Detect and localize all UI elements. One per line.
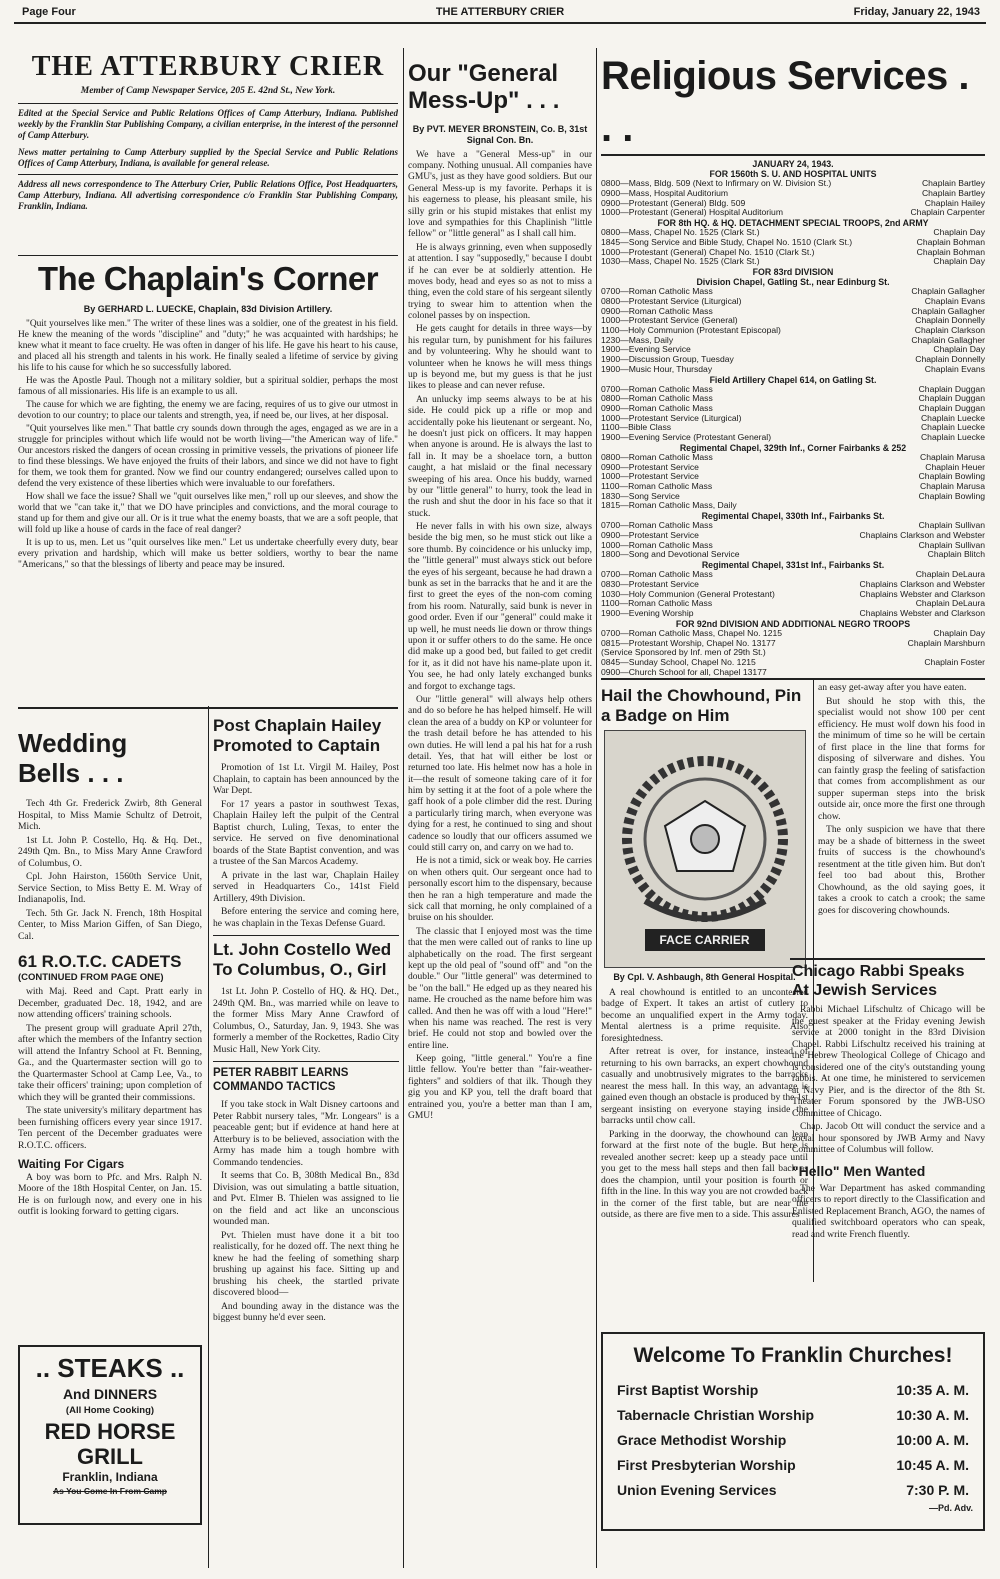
church-row: Grace Methodist Worship 10:00 A. M. — [617, 1432, 969, 1448]
service-chaplain: Chaplains Webster and Clarkson — [859, 589, 985, 599]
service-chaplain: Chaplain DeLaura — [915, 599, 985, 609]
news-matter-text: News matter pertaining to Camp Atterbury supplied by the Special Service and Public Relations Offices of Camp Atterbury, Indiana, is available for general release. — [18, 146, 398, 168]
services-section-heading: Regimental Chapel, 329th Inf., Corner Fairbanks & 252 — [679, 442, 907, 453]
rabbi-paragraph: Rabbi Michael Lifschultz of Chicago will be the guest speaker at the Friday evening Jewish service at 2000 tonight in the 83rd Division Chapel. Rabbi Lifschultz received his training at the Hebrew Theological College of Chicago and is considered one of the city's outstanding young rabbis. At one time, he ministered to servicemen at Navy Pier, and is the director of the 8th St. Theater Forum sponsored by the JWB-USO Committee of Chicago. — [792, 1004, 985, 1119]
come-in-line: As You Come In From Camp — [53, 1486, 167, 1496]
red-horse-line: RED HORSE — [44, 1419, 176, 1444]
service-row — [601, 492, 985, 502]
service-row — [601, 355, 985, 365]
steaks-ad — [18, 1345, 202, 1525]
chowhound-continuation: The only suspicion we have that there may be a shade of bitterness in the sweet fruits of success is the chowhound's resentment at the title given him. But don't feel too bad about this, Brother Chowhound, as the old saying goes, it takes a crook to catch a crook; the same goes for discovering chowhounds. — [818, 824, 985, 916]
service-time-description: 0800—Mass, Chapel No. 1525 (Clark St.) — [601, 228, 760, 238]
service-time-description: 0900—Roman Catholic Mass — [601, 306, 713, 316]
messup-paragraph: Our "little general" will always help others and do so before he has helped himself. He will clean the area of a buddy on KP or volunteer for the trash detail before he has attended to his own duties. He will lend a pal his hat for a rush detail. Yes, that hat will either be lost or returned too late. His helmet now has a hole in it—the result of someone taking care of it for him by setting it at the foot of a pole where the gaff hook of a pole climber did the rest. During a particularly tiring march, when everyone was dying for a rest, he continued to sing and shout cadence so loudly that our officers assumed we could still carry on, and carry on we had to. — [408, 694, 592, 854]
rotc-title: 61 R.O.T.C. CADETS — [18, 952, 182, 971]
service-chaplain: Chaplain Foster — [924, 657, 985, 667]
service-time-description: 1230—Mass, Daily — [601, 335, 674, 345]
service-chaplain: Chaplain Sullivan — [918, 540, 985, 550]
service-row — [601, 414, 985, 424]
chaplain-paragraph: The cause for which we are fighting, the enemy we are facing, requires of us to give our utmost in devotion to our country; to place our talents and strength, yea, if need be, our lives, at her disposal. — [18, 399, 398, 421]
service-chaplain: Chaplain Clarkson — [914, 325, 985, 335]
chaplains-corner-title: The Chaplain's Corner — [18, 255, 398, 302]
service-time-description: 0700—Roman Catholic Mass — [601, 521, 713, 531]
rabbit-title: PETER RABBIT LEARNS COMMANDO TACTICS — [213, 1067, 349, 1093]
service-row — [601, 541, 985, 551]
service-chaplain: Chaplain Donnelly — [915, 316, 985, 326]
service-chaplain: Chaplain Day — [933, 257, 985, 267]
service-time-description: 0700—Roman Catholic Mass, Chapel No. 1215 — [601, 628, 783, 638]
service-time-description: (Service Sponsored by Inf. men of 29th St.) — [601, 648, 766, 658]
service-chaplain: Chaplain Bartley — [921, 179, 985, 189]
page-label: Page Four — [22, 6, 76, 18]
service-time-description: 0900—Roman Catholic Mass — [601, 404, 713, 414]
left-column — [18, 712, 202, 1340]
church-list — [603, 1374, 983, 1503]
service-row — [601, 316, 985, 326]
wedding-item: 1st Lt. John P. Costello, Hq. & Hq. Det., 249th Qm. Bn., to Miss Mary Anne Crawford of Columbus, O. — [18, 834, 202, 869]
service-chaplain: Chaplain Evans — [924, 364, 985, 374]
member-line: Member of Camp Newspaper Service, 205 E. 42nd St., New York. — [80, 86, 336, 96]
wedding-item: Tech 4th Gr. Frederick Zwirb, 8th General Hospital, to Miss Mamie Schultz of Detroit, Mich. — [18, 798, 202, 832]
messup-paragraph: We have a "General Mess-up" in our company. Nothing unusual. All companies have GMU's, just as they have good soldiers. But our General Mess-up is my favorite. Perhaps it is his eagerness to please, his pleasant smile, his silly grin or his stupid mistakes that enlist my love and sympathies for this Chaplinish "little fellow" or "little general" as I shall call him. — [408, 149, 592, 240]
chowhound-paragraph: After retreat is over, for instance, instead of returning to his own barracks, an expert chowhound casually and unobtrusively migrates to the barracks nearest the mess hall. In this way, an advantage is gained even though an obstacle is produced by the 1st sergeant insisting on everyone staying inside the barracks until chow call. — [601, 1046, 808, 1127]
paid-adv-label: —Pd. Adv. — [928, 1503, 973, 1513]
service-time-description: 0900—Protestant Service — [601, 530, 699, 540]
service-row — [601, 453, 985, 463]
messup-paragraph: An unlucky imp seems always to be at his side. He could pick up a rifle or mop and accidentally poke his lieutenant or sergeant. No, he doesn't just pick on officers. It may happen when anyone is around. He is always the last to fall in. It may be a shoelace torn, a button caught, a hat mislaid or the final necessary sweeping of his area. Once his buddy, warned by our "little general" to hurry, took the lead in the rush and shut the door in his face so that it stuck. — [408, 394, 592, 519]
service-time-description: 0800—Protestant Service (Liturgical) — [601, 296, 742, 306]
service-row — [601, 228, 985, 238]
service-row — [601, 648, 985, 658]
church-row: First Baptist Worship 10:35 A. M. — [617, 1382, 969, 1398]
rabbit-paragraph: Pvt. Thielen must have done it a bit too realistically, for he dozed off. The next thing he knew he had the feeling of something sharp brushing up against his face. Sitting up and brushing his cheek, the startled private discovered blood— — [213, 1229, 399, 1298]
service-chaplain: Chaplain Gallagher — [911, 306, 985, 316]
service-row — [601, 307, 985, 317]
service-chaplain: Chaplain Bohman — [916, 247, 985, 257]
service-row — [601, 482, 985, 492]
service-time-description: 0700—Roman Catholic Mass — [601, 570, 713, 580]
service-row — [601, 658, 985, 668]
hailey-paragraph: Promotion of 1st Lt. Virgil M. Hailey, Post Chaplain, to captain has been announced by the War Dept. — [213, 762, 399, 796]
service-row — [601, 189, 985, 199]
dinners-line: And DINNERS — [62, 1386, 158, 1402]
service-row — [601, 326, 985, 336]
service-row — [601, 570, 985, 580]
service-chaplain: Chaplain Bohman — [916, 237, 985, 247]
hailey-paragraph: For 17 years a pastor in southwest Texas, Chaplain Hailey left the pulpit of the Central Baptist church, Luling, Texas, to enter the service. He served on five denominational boards of the State Baptist convention, and was a trustee of the San Marcos Academy. — [213, 798, 399, 867]
franklin-line: Franklin, Indiana — [62, 1470, 158, 1484]
service-row — [601, 550, 985, 560]
service-row — [601, 404, 985, 414]
hello-paragraph: The War Department has asked commanding officers to report directly to the Classification and Enlisted Replacement Branch, AGO, the names of qualified switchboard operators who can speak, read and write French fluently. — [792, 1182, 985, 1240]
wedding-title-line2: Bells . . . — [18, 758, 124, 788]
wedding-item: Cpl. John Hairston, 1560th Service Unit, Service Section, to Miss Betty E. M. Wray of Indianapolis, Ind. — [18, 871, 202, 905]
nameplate — [18, 50, 398, 265]
services-section-heading: FOR 8th HQ. & HQ. DETACHMENT SPECIAL TROOPS, 2nd ARMY — [657, 218, 929, 229]
service-time-description: 0900—Protestant (General) Bldg. 509 — [601, 198, 746, 208]
service-row — [601, 463, 985, 473]
service-row — [601, 287, 985, 297]
services-section-heading: FOR 1560th S. U. AND HOSPITAL UNITS — [709, 169, 877, 180]
service-time-description: 1900—Evening Worship — [601, 609, 694, 618]
service-chaplain: Chaplain Duggan — [918, 404, 985, 414]
service-time-description: 1100—Bible Class — [601, 423, 672, 433]
religious-services — [601, 50, 985, 678]
chaplain-paragraph: He was the Apostle Paul. Though not a military soldier, but a spiritual soldier, perhaps the most famous of all missionaries. His life is an example to us all. — [18, 375, 398, 397]
address-text: Address all news correspondence to The Atterbury Crier, Public Relations Office, Post Headquarters, Camp Atterbury, Indiana. All advertising correspondence c/o Franklin Star Publishing Company, Franklin, Indiana. — [18, 179, 398, 211]
service-time-description: 0900—Church School for all, Chapel 13177 — [601, 667, 767, 677]
service-time-description: 1000—Protestant Service (General) — [601, 316, 738, 326]
service-row — [601, 590, 985, 600]
rotc-paragraph: The present group will graduate April 27th, after which the members of the Infantry section will attend the Infantry School at Ft. Benning, Ga., and the Quartermaster section will go to the Quartermaster School at Camp Lee, Va., to take their officers' training; upon completion of which they will be granted their commissions. — [18, 1022, 202, 1103]
service-time-description: 1800—Song and Devotional Service — [601, 550, 740, 560]
service-chaplain: Chaplain Luecke — [920, 433, 985, 443]
messup-paragraph: Keep going, "little general." You're a fine little fellow. You're better than "fair-weather-fighters" and soldiers of that ilk. Though they gig you and KP you, tell the draft board that entrained you, you're a better man than I am, GMU! — [408, 1054, 592, 1122]
rotc-paragraph: The state university's military department has been furnishing officers every year since 1917. Ten percent of the December graduates were R.O.T.C. officers. — [18, 1105, 202, 1151]
service-chaplain: Chaplain Evans — [924, 296, 985, 306]
chaplains-corner-article — [18, 255, 398, 708]
rabbi-and-hello-articles — [792, 962, 985, 1326]
service-row — [601, 472, 985, 482]
service-time-description: 1100—Roman Catholic Mass — [601, 482, 713, 492]
service-chaplain: Chaplains Webster and Clarkson — [859, 609, 985, 618]
service-chaplain: Chaplain Hailey — [924, 198, 985, 208]
chowhound-badge-image — [604, 730, 806, 968]
service-row — [601, 629, 985, 639]
service-chaplain: Chaplain Bowling — [918, 472, 985, 482]
hailey-paragraph: A private in the last war, Chaplain Hailey served in Headquarters Co., 141st Field Artillery, 49th Division. — [213, 869, 399, 904]
hailey-paragraph: Before entering the service and coming here, he was chaplain in the Texas Defense Guard. — [213, 906, 399, 929]
service-chaplain: Chaplain Bowling — [918, 491, 985, 501]
church-row: First Presbyterian Worship 10:45 A. M. — [617, 1457, 969, 1473]
service-time-description: 1845—Song Service and Bible Study, Chapel No. 1510 (Clark St.) — [601, 237, 853, 247]
running-title: THE ATTERBURY CRIER — [435, 6, 565, 18]
franklin-churches-ad — [601, 1332, 985, 1531]
service-chaplain: Chaplain Gallagher — [911, 287, 985, 297]
service-row — [601, 639, 985, 649]
service-time-description: 1000—Protestant (General) Chapel No. 1510 (Clark St.) — [601, 247, 815, 257]
chaplain-paragraph: How shall we face the issue? Shall we "quit ourselves like men," roll up our sleeves, and show the world that we "can take it," that we DO have principles and convictions, and the moral courage to stand up for them and give our all. Or is it true what the enemy boasts, that we are a soft people, that will fold up like a house of cards in the face of real danger? — [18, 491, 398, 535]
service-row — [601, 336, 985, 346]
service-time-description: 0700—Roman Catholic Mass — [601, 287, 713, 297]
service-row — [601, 179, 985, 189]
franklin-ad-title: Welcome To Franklin Churches! — [633, 1344, 953, 1367]
service-chaplain: Chaplains Clarkson and Webster — [859, 530, 985, 540]
service-row — [601, 385, 985, 395]
services-list — [601, 169, 985, 678]
service-row — [601, 208, 985, 218]
service-chaplain: Chaplain Bartley — [921, 188, 985, 198]
service-time-description: 1900—Evening Service — [601, 345, 691, 355]
costello-paragraph: 1st Lt. John P. Costello of HQ. & HQ. Det., 249th QM. Bn., was married while on leave to the former Miss Mary Anne Crawford of Columbus, O., Saturday, Jan. 9, 1943. She was formerly a member of the Rockettes, Radio City Music Hall, New York City. — [213, 986, 399, 1055]
service-time-description: 1000—Protestant Service (Liturgical) — [601, 413, 742, 423]
service-time-description: 1000—Protestant Service — [601, 472, 699, 482]
service-row — [601, 365, 985, 375]
badge-caption: FACE CARRIER — [659, 933, 750, 947]
service-time-description: 0900—Mass, Hospital Auditorium — [601, 188, 729, 198]
service-chaplain: Chaplain Carpenter — [910, 208, 985, 218]
service-row — [601, 297, 985, 307]
service-time-description: 1830—Song Service — [601, 491, 680, 501]
service-chaplain: Chaplain Day — [933, 345, 985, 355]
service-chaplain: Chaplains Clarkson and Webster — [859, 579, 985, 589]
cigars-paragraph: A boy was born to Pfc. and Mrs. Ralph N. Moore of the 18th Hospital Center, on Jan. 15. He is on furlough now, and every one in his outfit is looking forward to getting cigars. — [18, 1171, 202, 1218]
service-time-description: 0800—Roman Catholic Mass — [601, 394, 713, 404]
service-time-description: 1030—Mass, Chapel No. 1525 (Clark St.) — [601, 257, 760, 267]
service-row — [601, 531, 985, 541]
service-row — [601, 609, 985, 619]
messup-paragraph: He gets caught for details in three ways—by his regular turn, by punishment for his failures and by volunteering. Why he should want to volunteer when he knows he will mess things up is beyond me, but my guess is that he just likes to please and can never refuse. — [408, 324, 592, 392]
wedding-bells-title — [18, 728, 202, 788]
service-row — [601, 580, 985, 590]
service-time-description: 1000—Protestant (General) Hospital Auditorium — [601, 208, 783, 218]
service-chaplain: Chaplain Marusa — [920, 452, 985, 462]
service-chaplain: Chaplain Day — [933, 228, 985, 238]
service-row — [601, 433, 985, 443]
service-chaplain: Chaplain Marshburn — [907, 638, 985, 648]
service-row — [601, 345, 985, 355]
service-chaplain: Chaplain Gallagher — [911, 335, 985, 345]
church-row: Tabernacle Christian Worship 10:30 A. M. — [617, 1407, 969, 1423]
chaplain-paragraph: "Quit yourselves like men." That battle cry sounds down through the ages, engaged as we are in a struggle for principles without which life would not be worth living—"the American way of life." Our ancestors risked the dangers of ocean crossing in primitive vessels, the privations of pioneer life to find these blessings. We have enjoyed the fruits of their labors, and since we did not have to fight for them, we took them for granted. Now we find our country endangered; ourselves called upon to defend the very existence of these liberties which were invaluable to our forefathers. — [18, 423, 398, 489]
wedding-item: Tech. 5th Gr. Jack N. French, 18th Hospital Center, to Miss Marion Giffen, of San Diego, Cal. — [18, 907, 202, 942]
services-section-heading: Field Artillery Chapel 614, on Gatling St. — [709, 374, 877, 385]
rotc-paragraph: with Maj. Reed and Capt. Pratt early in December, graduated Dec. 18, 1942, and are now attending officers' training schools. — [18, 986, 202, 1021]
chowhound-byline: By Cpl. V. Ashbaugh, 8th General Hospital. — [613, 972, 796, 982]
service-row — [601, 394, 985, 404]
service-time-description: 1815—Roman Catholic Mass, Daily — [601, 501, 737, 511]
costello-title: Lt. John Costello Wed To Columbus, O., Girl — [213, 940, 392, 979]
general-messup-article — [408, 50, 592, 1568]
services-date: JANUARY 24, 1943. — [752, 159, 834, 169]
service-time-description: 0830—Protestant Service — [601, 579, 699, 589]
service-chaplain: Chaplain Day — [933, 628, 985, 638]
service-row — [601, 248, 985, 258]
service-time-description: 1900—Evening Service (Protestant General) — [601, 433, 772, 443]
grill-line: GRILL — [77, 1444, 143, 1469]
service-chaplain: Chaplain Marusa — [920, 482, 985, 492]
chaplain-body — [18, 319, 398, 571]
service-time-description: 0815—Protestant Worship, Chapel No. 13177 — [601, 638, 776, 648]
rabbit-paragraph: If you take stock in Walt Disney cartoons and Peter Rabbit nursery tales, "Mr. Longears" is a peaceable gent; but if evidence at hand here at Atterbury is to be believed, association with the Army has made him a tough hombre with Commando tendencies. — [213, 1099, 399, 1168]
services-section-heading: Division Chapel, Gatling St., near Edinburg St. — [696, 277, 890, 288]
service-chaplain: Chaplain Blitch — [927, 550, 985, 560]
rotc-continued: (CONTINUED FROM PAGE ONE) — [18, 972, 164, 983]
nameplate-title: THE ATTERBURY CRIER — [31, 51, 385, 82]
middle-left-column — [213, 712, 399, 1568]
chaplain-byline: By GERHARD L. LUECKE, Chaplain, 83d Division Artillery. — [83, 304, 333, 314]
services-section-heading: FOR 92nd DIVISION AND ADDITIONAL NEGRO TROOPS — [675, 618, 911, 629]
messup-paragraph: The classic that I enjoyed most was the time that the men were called out of ranks to line up alphabetically on the road. The first sergeant kept up the old peal of "sound off" and "on the double." Our "little general" was determined to be "on the ball." He edged up as they neared his name. He crouched as the name before him was called. And then he was off with a loud "Here!" when his name was reached. The rest is very brief. He could not stop and bowled over the entire line. — [408, 926, 592, 1051]
service-row — [601, 521, 985, 531]
cigars-title: Waiting For Cigars — [18, 1157, 125, 1172]
service-row — [601, 599, 985, 609]
service-time-description: 1000—Roman Catholic Mass — [601, 540, 713, 550]
services-section-heading: Regimental Chapel, 330th Inf., Fairbanks St. — [701, 511, 885, 522]
chowhound-continuation: But should he stop with this, the specialist would not show 100 per cent efficiency. He must wolf down his food in the minimum of time so he will be certain of first place in the line that forms for disposing of silverware and dishes. You can faintly grasp the feeling of satisfaction that comes from accomplishment as our supper superman steps into the brisk outside air, once more the first one through chow. — [818, 695, 985, 822]
service-row — [601, 501, 985, 511]
service-chaplain: Chaplain Donnelly — [915, 355, 985, 365]
rabbi-title: Chicago Rabbi Speaks At Jewish Services — [792, 963, 965, 999]
messup-paragraph: He never falls in with his own size, always beside the big men, so he must stick out like a sore thumb. By coincidence or his unlucky imp, the "little general" must always stick out before the eyes of his sergeant, because he had drawn a bunk as set in the barracks that he and it are the first to greet the eyes of the non-com coming from his room. Naturally, said bunk is never in good order. Even if our "general" could make it up well, he must needs lie down or throw things upon it or suffer others to do the same. He once did make up a good bed, but failed to get credit for it, as it did not have his name-plate upon it. You see, he had only lately exchanged bunks and forgot to exchange tags. — [408, 522, 592, 692]
chowhound-title: Hail the Chowhound, Pin a Badge on Him — [601, 686, 802, 725]
service-chaplain: Chaplain Heuer — [925, 462, 985, 472]
service-chaplain: Chaplain Sullivan — [918, 521, 985, 531]
services-section-heading: FOR 83rd DIVISION — [752, 266, 834, 277]
services-title: Religious Services . . . — [601, 50, 985, 156]
edited-at-text: Edited at the Special Service and Public Relations Offices of Camp Atterbury, Indiana. Published weekly by the Franklin Star Publishing Company, a civilian enterprise, in the interest of the personnel of Camp Atterbury. — [18, 108, 398, 140]
wedding-title-line1: Wedding — [18, 728, 128, 758]
service-chaplain: Chaplain DeLaura — [915, 570, 985, 580]
service-row — [601, 199, 985, 209]
steaks-line: .. STEAKS .. — [35, 1353, 185, 1383]
rabbi-paragraph: Chap. Jacob Ott will conduct the service and a social hour sponsored by JWB Army and Navy Committee of Columbus will follow. — [792, 1121, 985, 1155]
service-time-description: 0700—Roman Catholic Mass — [601, 384, 713, 394]
messup-title: Our "General Mess-Up" . . . — [408, 60, 560, 114]
hailey-title: Post Chaplain Hailey Promoted to Captain — [213, 716, 382, 755]
issue-date: Friday, January 22, 1943 — [853, 6, 980, 18]
service-chaplain: Chaplain Duggan — [918, 384, 985, 394]
service-row — [601, 238, 985, 248]
service-time-description: 1100—Holy Communion (Protestant Episcopal) — [601, 325, 781, 335]
service-time-description: 1900—Music Hour, Thursday — [601, 364, 713, 374]
rabbit-paragraph: And bounding away in the distance was the biggest bunny he'd ever seen. — [213, 1300, 399, 1323]
messup-paragraph: He is not a timid, sick or weak boy. He carries on when others quit. Our sergeant once had to personally escort him to the dispensary, because then he ran a high temperature and made the sick call that morning, he only complained of a bruise on his shoulder. — [408, 856, 592, 924]
chaplain-paragraph: It is up to us, men. Let us "quit ourselves like men." Let us undertake cheerfully every duty, bear every privation and hardship, which will make us better soldiers, worthy to bear the name "Americans," so that the blessings of liberty and peace may be insured. — [18, 537, 398, 570]
service-chaplain: Chaplain Luecke — [920, 413, 985, 423]
services-section-heading: Regimental Chapel, 331st Inf., Fairbanks St. — [701, 560, 885, 571]
chowhound-paragraph: Parking in the doorway, the chowhound can leap forward at the first note of the bugle. But here is revealed another secret: keep up a steady pace until you get to the mess hall steps and then fall back as does the champion, until your position is fourth or fifth in the line. In this way you are not crowded back in the corner of the first table, but are near the outside, as there are five men to a side. This assures — [601, 1128, 808, 1221]
service-time-description: 0900—Protestant Service — [601, 462, 699, 472]
service-chaplain: Chaplain Duggan — [918, 394, 985, 404]
chowhound-paragraph: A real chowhound is entitled to an uncontested badge of Expert. It takes an artist of cutlery to become an unqualified expert in the Army today. Mental alertness is a prime requisite. Also foresightedness. — [601, 986, 808, 1044]
messup-paragraph: He is always grinning, even when supposedly at attention. I say "supposedly," because I doubt if he can ever be at soldierly attention. He moves body, head and eyes so as not to miss a thing, even the cold stare of his sergeant silently trying to swear him to attention when the colonel passes by on inspection. — [408, 242, 592, 322]
service-row — [601, 668, 985, 678]
chowhound-continuation: an easy get-away after you have eaten. — [818, 682, 967, 693]
church-row: Union Evening Services 7:30 P. M. — [617, 1482, 969, 1498]
service-time-description: 1030—Holy Communion (General Protestant) — [601, 589, 775, 599]
messup-byline: By PVT. MEYER BRONSTEIN, Co. B, 31st Signal Con. Bn. — [412, 124, 588, 145]
home-cooking-line: (All Home Cooking) — [65, 1405, 155, 1416]
service-time-description: 0800—Roman Catholic Mass — [601, 452, 713, 462]
service-time-description: 1100—Roman Catholic Mass — [601, 599, 713, 609]
service-time-description: 0800—Mass, Bldg. 509 (Next to Infirmary on W. Division St.) — [601, 179, 832, 189]
service-time-description: 1900—Discussion Group, Tuesday — [601, 355, 734, 365]
chowhound-article — [601, 682, 808, 1282]
service-time-description: 0845—Sunday School, Chapel No. 1215 — [601, 657, 756, 667]
hello-title: "Hello" Men Wanted — [792, 1162, 926, 1179]
chaplain-paragraph: "Quit yourselves like men." The writer of these lines was a soldier, one of the greatest in his field. He knew the meaning of the words "discipline" and "duty;" he was acquainted with hardships; he knew what it meant to face cruelty. He was often in danger of his life. He gave his heart to his cause, and placed all his strength and talents in his work. He finally sealed a lifetime of service by giving his life to his cause for which he so successfully labored. — [18, 318, 398, 373]
service-row — [601, 257, 985, 267]
rabbit-paragraph: It seems that Co. B, 308th Medical Bn., 83d Division, was out simulating a battle situation, and Pvt. Elmer B. Thielen was assigned to lie on the field and act like an unconscious wounded man. — [213, 1170, 399, 1227]
service-row — [601, 423, 985, 433]
service-chaplain: Chaplain Luecke — [920, 423, 985, 433]
